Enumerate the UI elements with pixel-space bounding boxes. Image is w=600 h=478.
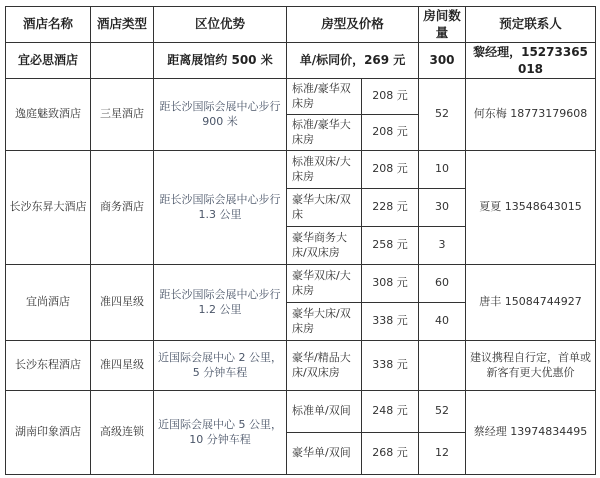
room-price: 208 元 [362,115,419,151]
hotel-name: 湖南印象酒店 [6,391,91,475]
hotel-name: 长沙东昇大酒店 [6,151,91,265]
room-price: 338 元 [362,341,419,391]
room-price: 228 元 [362,189,419,227]
hotel-contact: 建议携程自行定，首单或新客有更大优惠价 [466,341,596,391]
table-row [6,43,596,79]
table-row [6,391,596,433]
table-row [6,341,596,391]
hotel-type: 准四星级 [91,341,154,391]
room-type: 豪华大床/双床房 [287,303,362,341]
room-price: 258 元 [362,227,419,265]
hotel-type: 高级连锁 [91,391,154,475]
hotel-location: 距离展馆约 500 米 [154,43,287,79]
room-type: 标准/豪华双床房 [287,79,362,115]
room-type: 豪华大床/双床 [287,189,362,227]
room-count: 40 [419,303,466,341]
room-count: 10 [419,151,466,189]
hotel-location: 近国际会展中心 5 公里，10 分钟车程 [154,391,287,475]
hotel-contact: 何东梅 18773179608 [466,79,596,151]
room-count: 12 [419,433,466,475]
room-type: 豪华单/双间 [287,433,362,475]
room-type: 豪华商务大床/双床房 [287,227,362,265]
header-room-price: 房型及价格 [287,7,419,43]
hotel-contact: 黎经理，15273365018 [466,43,596,79]
hotel-type [91,43,154,79]
room-price: 248 元 [362,391,419,433]
room-type: 标准单/双间 [287,391,362,433]
room-price: 208 元 [362,151,419,189]
room-count: 30 [419,189,466,227]
room-count: 52 [419,391,466,433]
hotel-type: 商务酒店 [91,151,154,265]
hotel-location: 距长沙国际会展中心步行 1.2 公里 [154,265,287,341]
header-row [6,7,596,43]
hotel-table [5,6,596,475]
hotel-type: 三星酒店 [91,79,154,151]
hotel-name: 宜尚酒店 [6,265,91,341]
room-count: 52 [419,79,466,151]
header-name: 酒店名称 [6,7,91,43]
header-contact: 预定联系人 [466,7,596,43]
room-type: 标准/豪华大床房 [287,115,362,151]
hotel-name: 逸庭魅致酒店 [6,79,91,151]
table-row [6,151,596,189]
table-row [6,265,596,303]
hotel-contact: 夏夏 13548643015 [466,151,596,265]
room-type: 豪华/精品大床/双床房 [287,341,362,391]
header-type: 酒店类型 [91,7,154,43]
room-count: 60 [419,265,466,303]
hotel-type: 准四星级 [91,265,154,341]
hotel-location: 距长沙国际会展中心步行 900 米 [154,79,287,151]
hotel-location: 近国际会展中心 2 公里，5 分钟车程 [154,341,287,391]
room-type: 豪华双床/大床房 [287,265,362,303]
room-price: 208 元 [362,79,419,115]
hotel-contact: 唐丰 15084744927 [466,265,596,341]
room-type-price: 单/标同价，269 元 [287,43,419,79]
room-type: 标准双床/大床房 [287,151,362,189]
hotel-location: 距长沙国际会展中心步行 1.3 公里 [154,151,287,265]
room-count [419,341,466,391]
hotel-name: 宜必思酒店 [6,43,91,79]
header-location: 区位优势 [154,7,287,43]
room-price: 308 元 [362,265,419,303]
hotel-contact: 蔡经理 13974834495 [466,391,596,475]
hotel-name: 长沙东程酒店 [6,341,91,391]
room-count: 3 [419,227,466,265]
room-count: 300 [419,43,466,79]
room-price: 268 元 [362,433,419,475]
header-room-count: 房间数量 [419,7,466,43]
room-price: 338 元 [362,303,419,341]
table-row [6,79,596,115]
